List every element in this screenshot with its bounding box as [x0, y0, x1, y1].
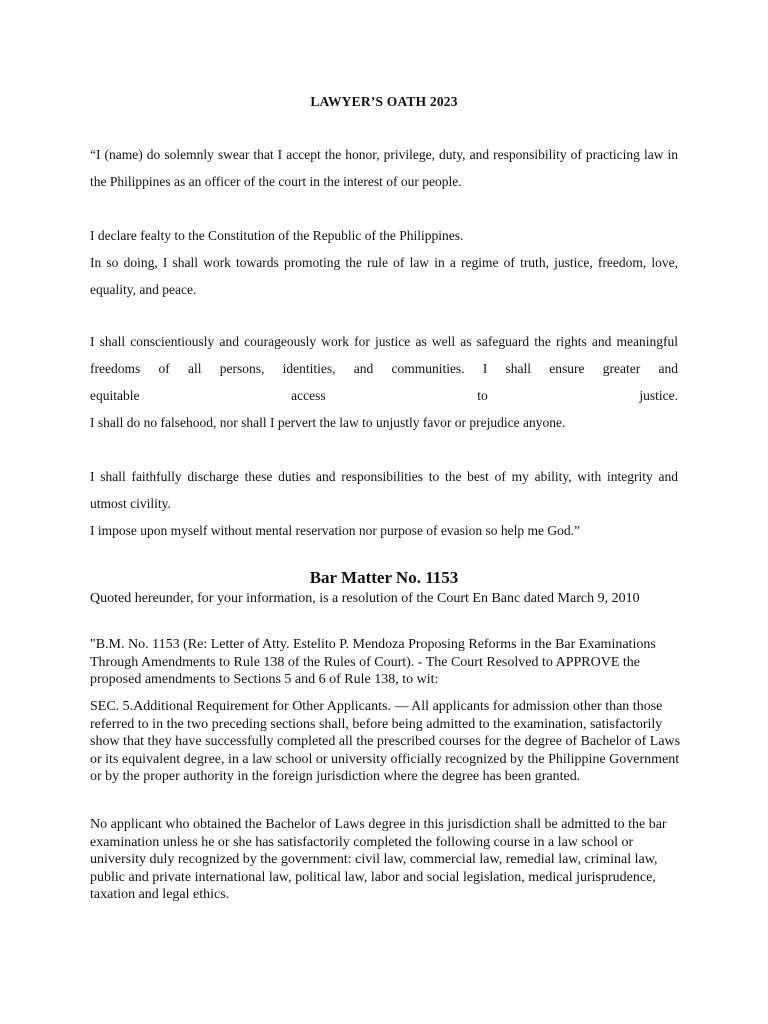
oath-paragraph-4: I shall faithfully discharge these duties and responsibilities to the best of my ability, with integrity and utmost civility. [90, 469, 678, 511]
oath-paragraph-4b: I impose upon myself without mental reservation nor purpose of evasion so help me God.” [90, 523, 581, 538]
word-access: access [291, 388, 326, 403]
word-justice: justice. [639, 388, 678, 403]
oath-paragraph-3-justified-line [90, 382, 678, 409]
oath-title: LAWYER’S OATH 2023 [310, 94, 458, 109]
bar-matter-intro: Quoted hereunder, for your information, is a resolution of the Court En Banc dated March 9, 2010 [90, 591, 640, 606]
oath-paragraph-2a: I declare fealty to the Constitution of the Republic of the Philippines. [90, 228, 464, 243]
oath-paragraph-1: “I (name) do solemnly swear that I accept the honor, privilege, duty, and responsibility of practicing law in the Philippines as an officer of the court in the interest of our people. [90, 147, 678, 189]
word-equitable: equitable [90, 388, 140, 403]
oath-paragraph-3b: I shall do no falsehood, nor shall I pervert the law to unjustly favor or prejudice anyone. [90, 415, 566, 430]
bar-matter-no-applicant: No applicant who obtained the Bachelor of Laws degree in this jurisdiction shall be admitted to the bar examination unless he or she has satisfactorily completed the following course in a law school or university duly recognized by the government: civil law, commercial law, remedial law, criminal law, public and private international law, political law, labor and social legislation, medical jurisprudence, taxation and legal ethics. [90, 817, 667, 902]
oath-paragraph-2b: In so doing, I shall work towards promoting the rule of law in a regime of truth, justice, freedom, love, equality, and peace. [90, 255, 678, 297]
oath-paragraph-3: I shall conscientiously and courageously work for justice as well as safeguard the rights and meaningful freedoms of all persons, identities, and communities. I shall ensure greater and [90, 334, 678, 376]
bar-matter-sec5: SEC. 5.Additional Requirement for Other Applicants. — All applicants for admission other than those referred to in the two preceding sections shall, before being admitted to the examination, satisfactorily show that they have successfully completed all the prescribed courses for the degree of Bachelor of Laws or its equivalent degree, in a law school or university officially recognized by the Philippine Government or by the proper authority in the foreign jurisdiction where the degree has been granted. [90, 699, 681, 784]
word-to: to [477, 388, 488, 403]
bar-matter-resolution: "B.M. No. 1153 (Re: Letter of Atty. Estelito P. Mendoza Proposing Reforms in the Bar Examinations Through Amendments to Rule 138 of the Rules of Court). - The Court Resolved to APPROVE the proposed amendments to Sections 5 and 6 of Rule 138, to wit: [90, 637, 656, 687]
bar-matter-title: Bar Matter No. 1153 [309, 568, 459, 587]
